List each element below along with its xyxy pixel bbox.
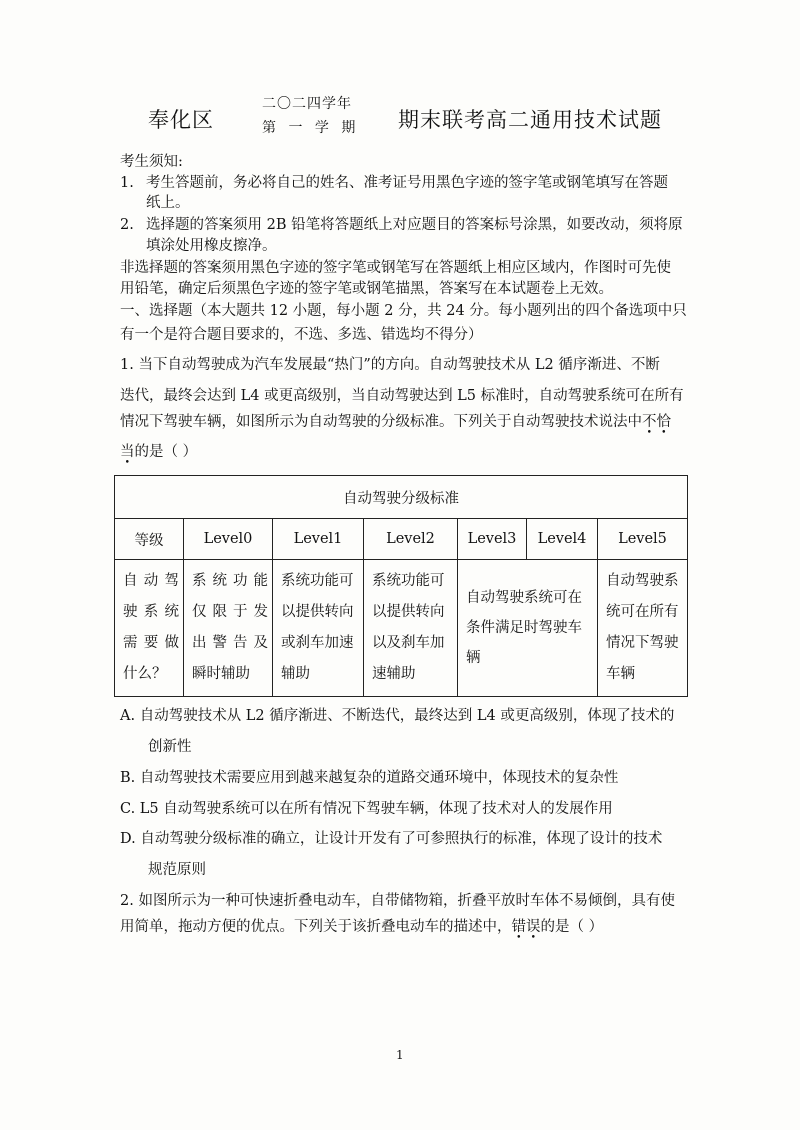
description-line: 系统功能可 bbox=[372, 573, 445, 589]
level-column-header: 等级 bbox=[115, 519, 184, 560]
level-5-header: Level5 bbox=[598, 519, 688, 560]
q1-emphasis-char: 当 bbox=[120, 444, 135, 460]
autonomy-level-table bbox=[114, 475, 688, 697]
description-line: 统可在所有 bbox=[606, 604, 679, 620]
level-1-description bbox=[273, 560, 364, 697]
level-1-header: Level1 bbox=[273, 519, 364, 560]
notice-item-1-line-1: 考生答题前，务必将自己的姓名、准考证号用黑色字迹的签字笔或钢笔填写在答题 bbox=[146, 175, 668, 191]
school-year: 二〇二四学年 bbox=[262, 96, 352, 112]
notice-item-1-number: 1. bbox=[120, 175, 134, 191]
q1-line-4-text: 的是（ ） bbox=[134, 444, 198, 460]
description-line: 条件满足时驾驶车 bbox=[466, 620, 582, 636]
level-0-header: Level0 bbox=[184, 519, 273, 560]
level-2-header: Level2 bbox=[364, 519, 458, 560]
row-label-line: 自动驾 bbox=[123, 573, 179, 589]
q1-line-1: 1. 当下自动驾驶成为汽车发展最“热门”的方向。自动驾驶技术从 L2 循序渐进、不断 bbox=[120, 357, 660, 373]
q1-line-3-text: 情况下驾驶车辆，如图所示为自动驾驶的分级标准。下列关于自动驾驶技术说法中 bbox=[120, 414, 642, 430]
q1-emphasis-char: 恰 bbox=[656, 414, 671, 430]
notice-item-2-line-2: 填涂处用橡皮擦净。 bbox=[146, 238, 277, 254]
notice-item-3-line-2: 用铅笔，确定后须黑色字迹的签字笔或钢笔描黑，答案写在本试题卷上无效。 bbox=[120, 281, 613, 297]
option-b: B. 自动驾驶技术需要应用到越来越复杂的道路交通环境中，体现技术的复杂性 bbox=[120, 770, 619, 786]
q1-line-4 bbox=[120, 442, 197, 462]
description-line: 出警告及 bbox=[192, 635, 268, 651]
description-line: 辆 bbox=[466, 650, 481, 666]
notice-item-2-line-1: 选择题的答案须用 2B 铅笔将答题纸上对应题目的答案标号涂黑，如要改动，须将原 bbox=[146, 217, 683, 233]
exam-title: 期末联考高二通用技术试题 bbox=[398, 108, 662, 132]
description-line: 以提供转向 bbox=[372, 604, 445, 620]
row-label-line: 需要做 bbox=[123, 635, 179, 651]
semester: 第 一 学 期 bbox=[262, 120, 360, 136]
notice-heading: 考生须知: bbox=[120, 154, 183, 170]
option-c: C. L5 自动驾驶系统可以在所有情况下驾驶车辆，体现了技术对人的发展作用 bbox=[120, 801, 613, 817]
level-2-description bbox=[364, 560, 458, 697]
notice-item-3-line-1: 非选择题的答案须用黑色字迹的签字笔或钢笔写在答题纸上相应区域内，作图时可先使 bbox=[120, 260, 671, 276]
q1-line-2: 迭代，最终会达到 L4 或更高级别，当自动驾驶达到 L5 标准时，自动驾驶系统可在所有 bbox=[120, 388, 684, 404]
description-line: 情况下驾驶 bbox=[606, 635, 679, 651]
description-line: 自动驾驶系统可在 bbox=[466, 590, 582, 606]
q2-line-2-text: 用简单，拖动方便的优点。下列关于该折叠电动车的描述中， bbox=[120, 919, 512, 935]
description-line: 仅限于发 bbox=[192, 604, 268, 620]
district-label: 奉化区 bbox=[148, 108, 214, 132]
option-a-line-1: A. 自动驾驶技术从 L2 循序渐进、不断迭代，最终达到 L4 或更高级别，体现了技术的 bbox=[120, 708, 675, 724]
q2-line-2 bbox=[120, 917, 603, 937]
notice-item-2-number: 2. bbox=[120, 217, 134, 233]
description-line: 辅助 bbox=[281, 666, 310, 682]
notice-item-1-line-2: 纸上。 bbox=[146, 195, 190, 211]
option-d-line-2: 规范原则 bbox=[148, 862, 206, 878]
description-line: 系统功能 bbox=[192, 573, 268, 589]
description-line: 以提供转向 bbox=[281, 604, 354, 620]
section-1-line-1: 一、选择题（本大题共 12 小题，每小题 2 分，共 24 分。每小题列出的四个备选项中只 bbox=[120, 303, 687, 319]
q2-line-1: 2. 如图所示为一种可快速折叠电动车，自带储物箱，折叠平放时车体不易倾倒，具有使 bbox=[120, 893, 675, 909]
q2-emphasis-char: 错 bbox=[511, 919, 526, 935]
level-5-description bbox=[598, 560, 688, 697]
row-label-line: 驶系统 bbox=[123, 604, 179, 620]
level-0-description bbox=[184, 560, 273, 697]
level-3-header: Level3 bbox=[458, 519, 527, 560]
description-line: 速辅助 bbox=[372, 666, 416, 682]
row-label-cell bbox=[115, 560, 184, 697]
description-line: 自动驾驶系 bbox=[606, 573, 679, 589]
description-line: 瞬时辅助 bbox=[192, 666, 250, 682]
level-3-4-description bbox=[458, 560, 598, 697]
q2-line-2-tail: 的是（ ） bbox=[540, 919, 604, 935]
q1-emphasis-char: 不 bbox=[642, 414, 657, 430]
description-line: 系统功能可 bbox=[281, 573, 354, 589]
description-line: 或刹车加速 bbox=[281, 635, 354, 651]
table-title: 自动驾驶分级标准 bbox=[115, 476, 688, 519]
option-a-line-2: 创新性 bbox=[148, 739, 192, 755]
section-1-line-2: 有一个是符合题目要求的，不选、多选、错选均不得分） bbox=[120, 327, 483, 343]
description-line: 车辆 bbox=[606, 666, 635, 682]
q1-line-3 bbox=[120, 412, 671, 432]
description-line: 以及刹车加 bbox=[372, 635, 445, 651]
q2-emphasis-char: 误 bbox=[526, 919, 541, 935]
page-number: 1 bbox=[396, 1048, 404, 1062]
row-label-line: 什么？ bbox=[123, 666, 167, 682]
option-d-line-1: D. 自动驾驶分级标准的确立，让设计开发有了可参照执行的标准，体现了设计的技术 bbox=[120, 831, 663, 847]
level-4-header: Level4 bbox=[527, 519, 598, 560]
